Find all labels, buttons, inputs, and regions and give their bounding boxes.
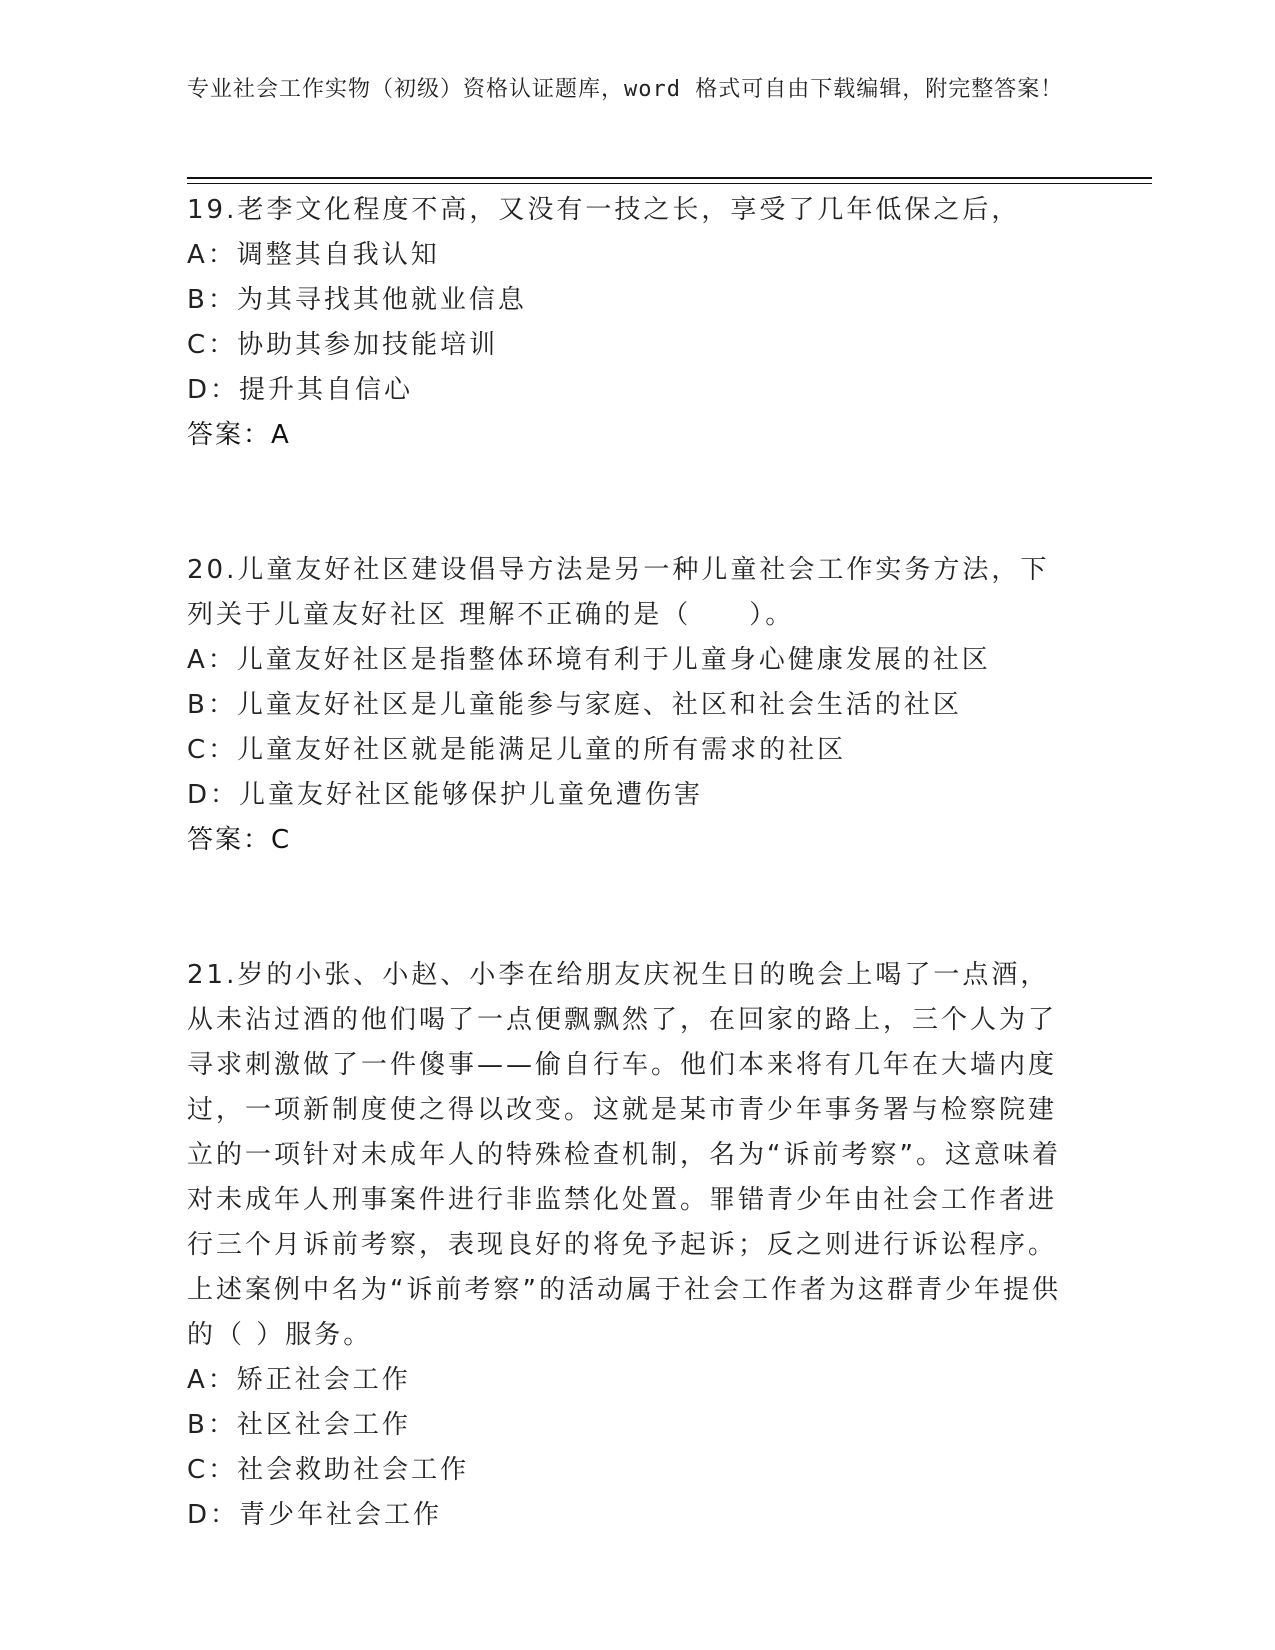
question-text: 21.岁的小张、小赵、小李在给朋友庆祝生日的晚会上喝了一点酒，从未沾过酒的他们喝了一点便飘飘然了，在回家的路上，三个人为了寻求刺激做了一件傻事——偷自行车。他们本来将有几年在大墙内度过，一项新制度使之得以改变。这就是某市青少年事务署与检察院建立的一项针对未成年人的特殊检查机制，名为“诉前考察”。这意味着对未成年人刑事案件进行非监禁化处置。罪错青少年由社会工作者进行三个月诉前考察，表现良好的将免予起诉；反之则进行诉讼程序。上述案例中名为“诉前考察”的活动属于社会工作者为这群青少年提供的（ ）服务。 [187, 960, 1061, 1350]
answer: 答案：A [187, 420, 291, 450]
question-spacer [187, 458, 1072, 548]
question-spacer [187, 863, 1072, 953]
question-text: 20.儿童友好社区建设倡导方法是另一种儿童社会工作实务方法，下列关于儿童友好社区 理解不正确的是（ ）。 [187, 555, 1050, 630]
question-text: 19.老李文化程度不高，又没有一技之长，享受了几年低保之后， [187, 195, 1021, 225]
option-a: A：儿童友好社区是指整体环境有利于儿童身心健康发展的社区 [187, 645, 991, 675]
header-rule-thick [187, 177, 1152, 179]
page-header: 专业社会工作实物（初级）资格认证题库，word 格式可自由下载编辑，附完整答案！ [187, 77, 1064, 102]
option-b: B：为其寻找其他就业信息 [187, 285, 527, 315]
option-d: D：青少年社会工作 [187, 1500, 443, 1530]
option-c: C：协助其参加技能培训 [187, 330, 499, 360]
answer: 答案：C [187, 825, 292, 855]
option-a: A：调整其自我认知 [187, 240, 440, 270]
question-21 [187, 953, 1072, 1538]
question-list [187, 188, 1072, 1538]
option-a: A：矫正社会工作 [187, 1365, 411, 1395]
question-20 [187, 548, 1072, 863]
option-b: B：儿童友好社区是儿童能参与家庭、社区和社会生活的社区 [187, 690, 962, 720]
header-rule-thin [187, 183, 1152, 184]
option-c: C：社会救助社会工作 [187, 1455, 470, 1485]
option-c: C：儿童友好社区就是能满足儿童的所有需求的社区 [187, 735, 847, 765]
option-d: D：儿童友好社区能够保护儿童免遭伤害 [187, 780, 704, 810]
option-d: D：提升其自信心 [187, 375, 414, 405]
option-b: B：社区社会工作 [187, 1410, 411, 1440]
question-19 [187, 188, 1072, 458]
